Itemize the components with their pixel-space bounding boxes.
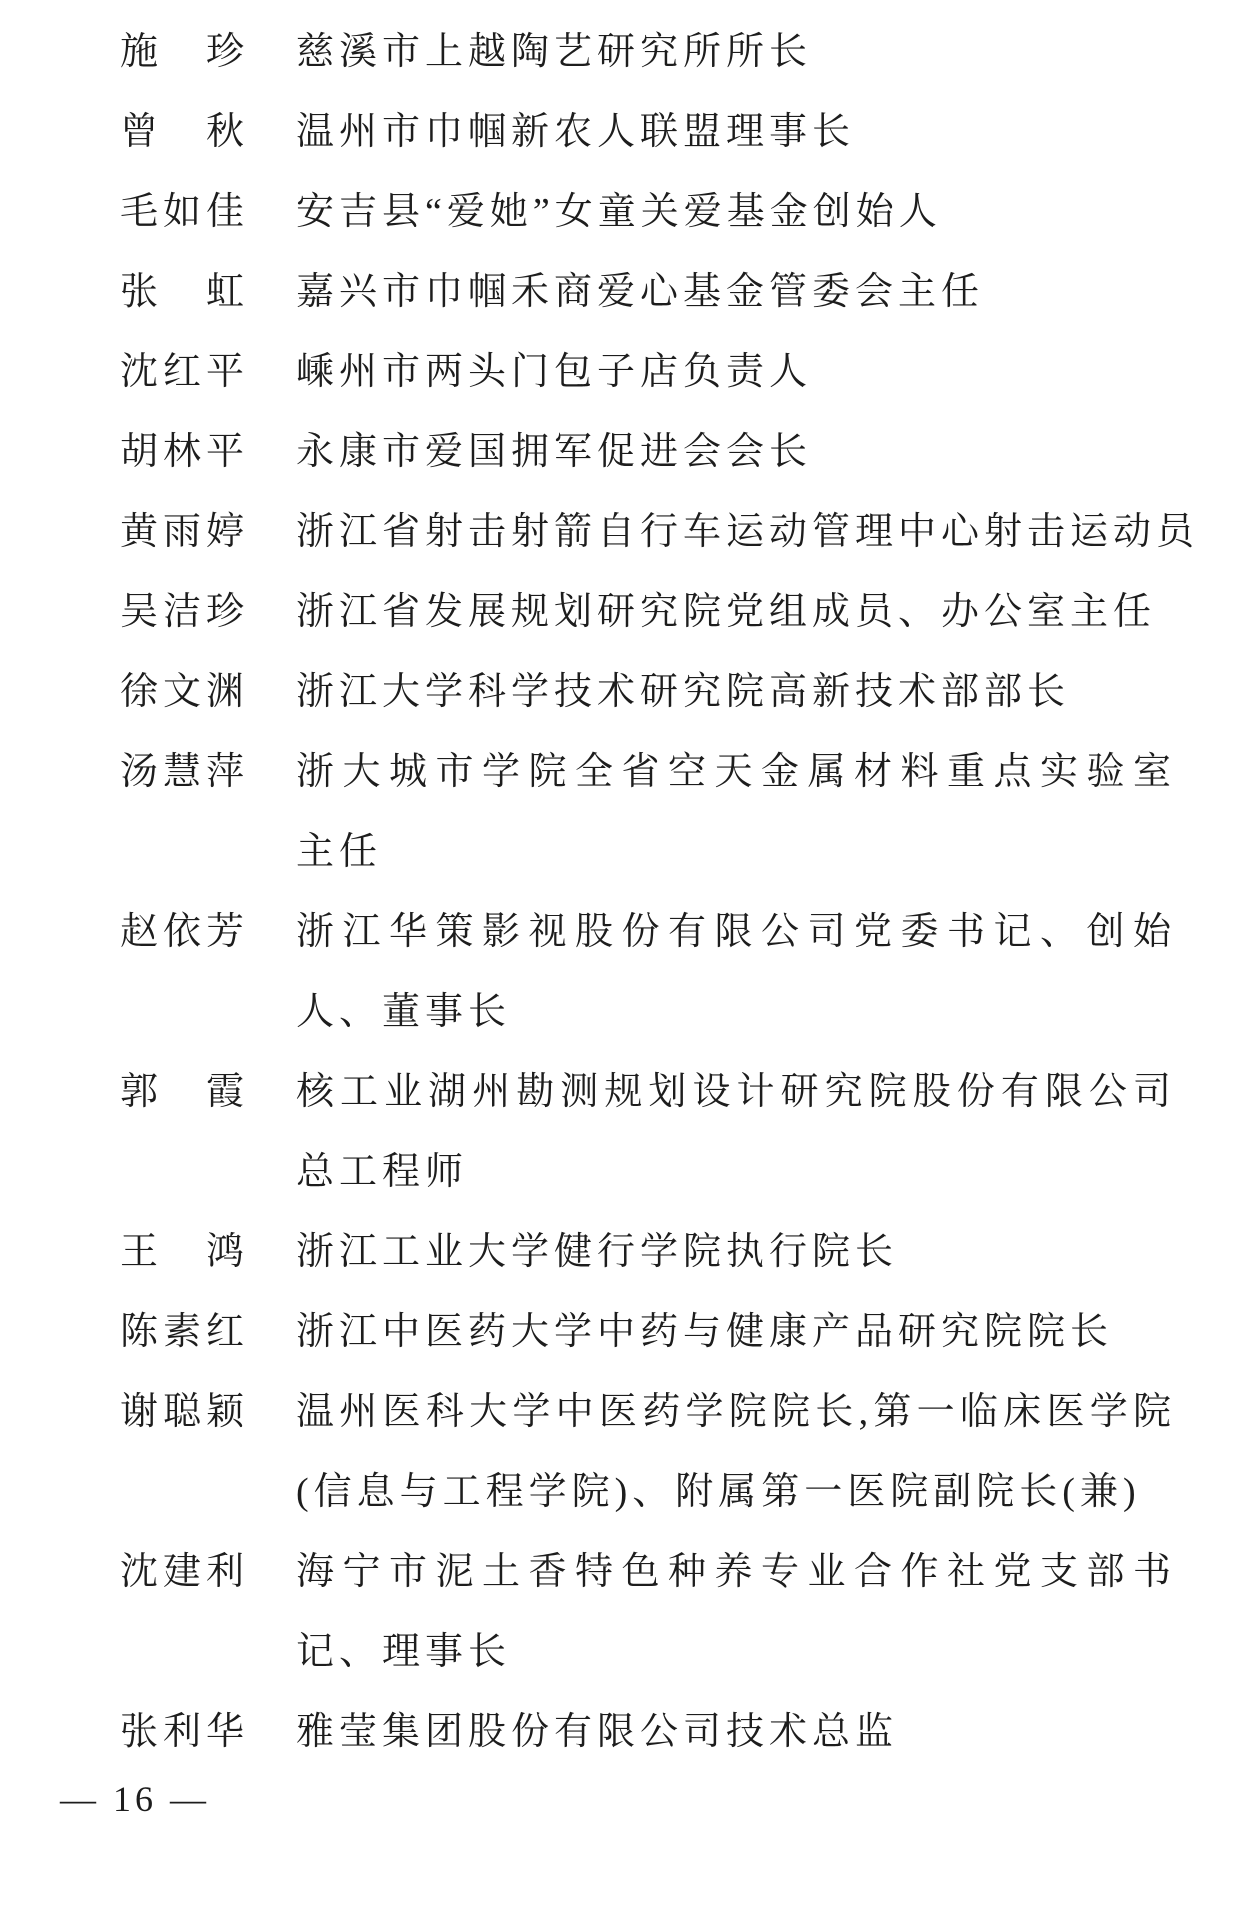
list-item xyxy=(120,12,1180,92)
list-item xyxy=(120,92,1180,172)
person-name: 郭 霞 xyxy=(120,1071,250,1113)
position-line: 温州医科大学中医药学院院长,第一临床医学院 xyxy=(296,1391,1176,1433)
position-line: 浙江中医药大学中药与健康产品研究院院长 xyxy=(296,1311,1114,1353)
list-item xyxy=(120,492,1200,572)
list-item xyxy=(120,252,1180,332)
position-line: 慈溪市上越陶艺研究所所长 xyxy=(296,31,813,73)
position-line: 浙江工业大学健行学院执行院长 xyxy=(296,1231,899,1273)
person-name: 吴洁珍 xyxy=(120,591,250,633)
position-line: 永康市爱国拥军促进会会长 xyxy=(296,431,813,473)
position-line: 浙江省射击射箭自行车运动管理中心射击运动员 xyxy=(296,511,1200,553)
position-line: 核工业湖州勘测规划设计研究院股份有限公司 xyxy=(296,1071,1176,1113)
position-line: 主任 xyxy=(296,831,383,873)
list-item xyxy=(120,1372,1180,1452)
position-line: 记、理事长 xyxy=(296,1631,512,1673)
list-item xyxy=(120,1292,1180,1372)
list-item xyxy=(120,652,1180,732)
list-item xyxy=(120,812,1180,892)
position-line: 雅莹集团股份有限公司技术总监 xyxy=(296,1711,899,1753)
person-name: 王 鸿 xyxy=(120,1231,250,1273)
person-name: 汤慧萍 xyxy=(120,751,250,793)
list-item xyxy=(120,1532,1180,1612)
list-item xyxy=(120,732,1180,812)
person-name: 谢聪颖 xyxy=(120,1391,250,1433)
person-name: 张利华 xyxy=(120,1711,250,1753)
list-item xyxy=(120,412,1180,492)
position-line: 海宁市泥土香特色种养专业合作社党支部书 xyxy=(296,1551,1176,1593)
person-name: 施 珍 xyxy=(120,31,250,73)
page-number: — 16 — xyxy=(60,1779,210,1819)
position-line: 嵊州市两头门包子店负责人 xyxy=(296,351,813,393)
list-item xyxy=(120,1212,1180,1292)
position-line: (信息与工程学院)、附属第一医院副院长(兼) xyxy=(296,1471,1141,1513)
person-name: 赵依芳 xyxy=(120,911,250,953)
position-line: 浙江华策影视股份有限公司党委书记、创始 xyxy=(296,911,1176,953)
list-item xyxy=(120,1132,1180,1212)
list-item xyxy=(120,172,1180,252)
position-line: 总工程师 xyxy=(296,1151,469,1193)
position-line: 安吉县“爱她”女童关爱基金创始人 xyxy=(296,191,942,233)
position-line: 浙江省发展规划研究院党组成员、办公室主任 xyxy=(296,591,1157,633)
position-line: 浙江大学科学技术研究院高新技术部部长 xyxy=(296,671,1071,713)
list-item xyxy=(120,332,1180,412)
list-item xyxy=(120,572,1180,652)
list-item xyxy=(120,972,1180,1052)
list-item xyxy=(120,1452,1180,1532)
position-line: 浙大城市学院全省空天金属材料重点实验室 xyxy=(296,751,1176,793)
person-name: 胡林平 xyxy=(120,431,250,473)
person-name: 沈建利 xyxy=(120,1551,250,1593)
list-item xyxy=(120,892,1180,972)
list-item xyxy=(120,1052,1180,1132)
person-name: 徐文渊 xyxy=(120,671,250,713)
position-line: 温州市巾帼新农人联盟理事长 xyxy=(296,111,856,153)
list-item xyxy=(120,1692,1180,1772)
person-name: 沈红平 xyxy=(120,351,250,393)
position-line: 人、董事长 xyxy=(296,991,512,1033)
list-item xyxy=(120,1612,1180,1692)
position-line: 嘉兴市巾帼禾商爱心基金管委会主任 xyxy=(296,271,985,313)
person-name: 毛如佳 xyxy=(120,191,250,233)
person-name: 曾 秋 xyxy=(120,111,250,153)
entry-list xyxy=(120,12,1200,1772)
person-name: 黄雨婷 xyxy=(120,511,250,553)
person-name: 张 虹 xyxy=(120,271,250,313)
person-name: 陈素红 xyxy=(120,1311,250,1353)
